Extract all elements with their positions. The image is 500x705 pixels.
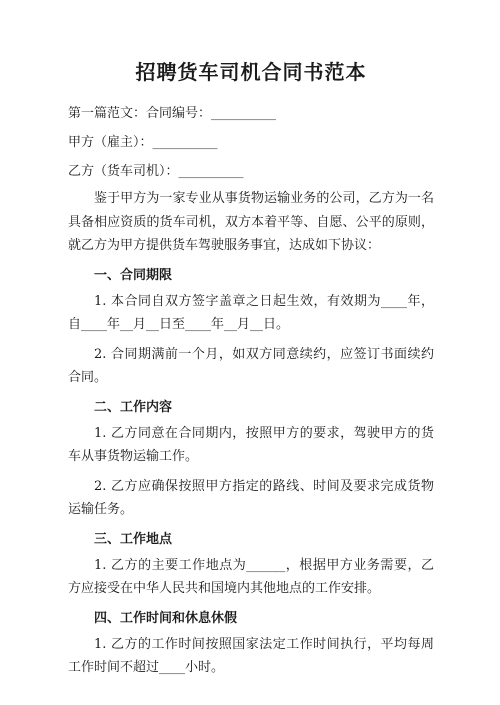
document-title: 招聘货车司机合同书范本 [135,60,367,84]
term-clause-1: 1. 本合同自双方签字盖章之日起生效，有效期为____年，自____年__月__日至____年__月__日。 [68,293,434,332]
party-a-line: 甲方（雇主）：__________ [68,135,218,150]
contract-meta [68,102,434,183]
contract-number-line: 第一篇范文：合同编号：__________ [68,106,277,121]
section-heading-work-hours: 四、工作时间和休息休假 [94,610,238,626]
work-content-clause-2: 2. 乙方应确保按照甲方指定的路线、时间及要求完成货物运输任务。 [68,478,434,517]
work-content-clause-1: 1. 乙方同意在合同期内，按照甲方的要求，驾驶甲方的货车从事货物运输工作。 [68,425,434,464]
work-hours-clause-1: 1. 乙方的工作时间按照国家法定工作时间执行，平均每周工作时间不超过____小时。 [68,636,434,675]
section-heading-work-location: 三、工作地点 [94,531,173,547]
party-b-line: 乙方（货车司机）：__________ [68,164,244,179]
intro-paragraph: 鉴于甲方为一家专业从事货物运输业务的公司，乙方为一名具备相应资质的货车司机，双方本着平等、自愿、公平的原则，就乙方为甲方提供货车驾驶服务事宜，达成如下协议： [68,191,434,253]
section-heading-term: 一、合同期限 [94,267,173,283]
term-clause-2: 2. 合同期满前一个月，如双方同意续约，应签订书面续约合同。 [68,346,434,385]
document-page [0,58,500,705]
work-location-clause-1: 1. 乙方的主要工作地点为______，根据甲方业务需要，乙方应接受在中华人民共和国境内其他地点的工作安排。 [68,557,434,596]
section-heading-work-content: 二、工作内容 [94,399,173,415]
